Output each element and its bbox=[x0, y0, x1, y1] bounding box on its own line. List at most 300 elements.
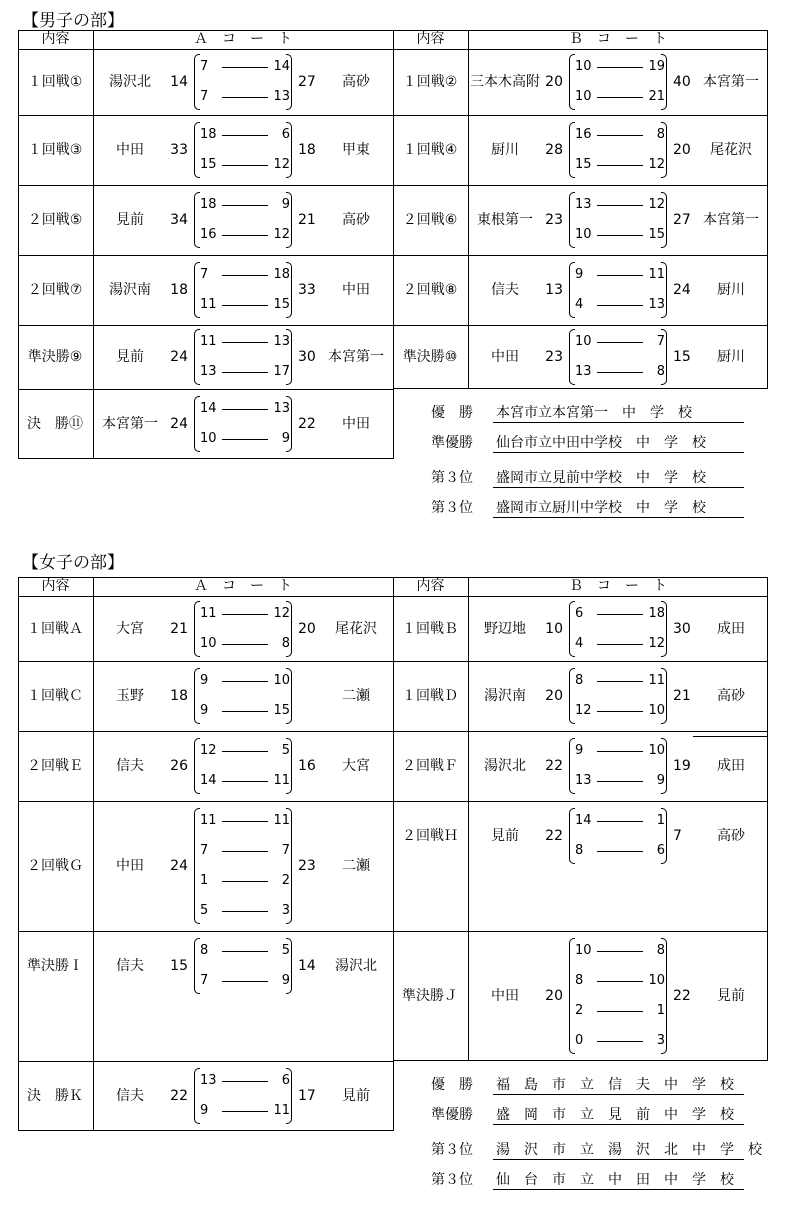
set-connector-line bbox=[222, 911, 268, 912]
score-left: 20 bbox=[545, 74, 563, 90]
team-right: 高砂 bbox=[717, 688, 745, 704]
score-right: 23 bbox=[298, 858, 316, 874]
set-score-row bbox=[200, 333, 290, 351]
set-score-right: 11 bbox=[273, 773, 290, 788]
set-score-left: 10 bbox=[575, 334, 592, 349]
result-school: 盛 岡 市 立 見 前 中 学 校 bbox=[496, 1107, 734, 1123]
row-border bbox=[18, 115, 768, 116]
row-border bbox=[18, 255, 768, 256]
set-score-row bbox=[200, 812, 290, 830]
set-connector-line bbox=[222, 305, 268, 306]
team-right: 尾花沢 bbox=[710, 142, 752, 158]
score-left: 24 bbox=[170, 349, 188, 365]
team-right: 湯沢北 bbox=[335, 958, 377, 974]
score-left: 22 bbox=[545, 828, 563, 844]
set-score-left: 9 bbox=[200, 1103, 209, 1118]
score-right: 40 bbox=[673, 74, 691, 90]
score-left: 24 bbox=[170, 858, 188, 874]
result-school: 盛岡市立見前中学校 中 学 校 bbox=[496, 470, 706, 486]
set-connector-line bbox=[222, 881, 268, 882]
result-school: 仙台市立中田中学校 中 学 校 bbox=[496, 435, 706, 451]
set-score-left: 10 bbox=[575, 943, 592, 958]
set-connector-line bbox=[222, 342, 268, 343]
set-score-row bbox=[575, 1032, 665, 1050]
result-school: 湯 沢 市 立 湯 沢 北 中 学 校 bbox=[496, 1142, 762, 1158]
team-left: 湯沢南 bbox=[109, 282, 151, 298]
set-score-left: 4 bbox=[575, 635, 584, 651]
header-court-a: Ａ コ ー ト bbox=[194, 578, 292, 594]
team-right: 大宮 bbox=[342, 758, 370, 774]
team-left: 中田 bbox=[116, 858, 144, 874]
team-left: 中田 bbox=[491, 349, 519, 365]
set-score-right: 3 bbox=[281, 903, 290, 918]
team-right: 成田 bbox=[717, 758, 745, 774]
score-left: 13 bbox=[545, 282, 563, 298]
set-score-left: 10 bbox=[200, 635, 217, 651]
set-score-row bbox=[200, 872, 290, 890]
score-left: 22 bbox=[170, 1088, 188, 1104]
team-left: 見前 bbox=[491, 828, 519, 844]
team-left: 野辺地 bbox=[484, 620, 526, 637]
team-left: 中田 bbox=[491, 988, 519, 1004]
row-border bbox=[18, 731, 768, 732]
match-label: 準決勝⑩ bbox=[402, 349, 458, 365]
set-score-right: 8 bbox=[281, 635, 290, 651]
team-left: 三本木高附 bbox=[470, 74, 540, 90]
team-left: 湯沢北 bbox=[484, 758, 526, 774]
team-right: 高砂 bbox=[342, 212, 370, 228]
set-score-right: 9 bbox=[281, 973, 290, 988]
col-divider bbox=[93, 30, 94, 459]
set-score-left: 10 bbox=[575, 89, 592, 104]
set-score-right: 10 bbox=[273, 673, 290, 688]
set-score-right: 14 bbox=[273, 59, 290, 74]
set-score-row bbox=[200, 400, 290, 418]
match-label: 決 勝Ｋ bbox=[27, 1088, 83, 1104]
set-connector-line bbox=[222, 821, 268, 822]
match-label: 準決勝Ｊ bbox=[402, 988, 458, 1004]
set-score-row bbox=[575, 58, 665, 76]
score-right: 15 bbox=[673, 349, 691, 365]
set-connector-line bbox=[597, 372, 643, 373]
row-border bbox=[18, 325, 768, 326]
set-connector-line bbox=[222, 275, 268, 276]
set-score-right: 13 bbox=[273, 401, 290, 416]
header-naiyou-b: 内容 bbox=[416, 578, 445, 594]
match-label: １回戦Ａ bbox=[27, 620, 83, 637]
set-score-row bbox=[200, 772, 290, 790]
result-underline bbox=[493, 1159, 744, 1160]
set-score-left: 1 bbox=[200, 873, 209, 888]
score-right: 7 bbox=[673, 828, 682, 844]
set-score-right: 9 bbox=[656, 773, 665, 788]
score-left: 28 bbox=[545, 142, 563, 158]
set-connector-line bbox=[222, 711, 268, 712]
result-underline bbox=[493, 487, 744, 488]
team-right: 甲東 bbox=[342, 142, 370, 158]
team-right: 二瀬 bbox=[342, 858, 370, 874]
set-score-right: 11 bbox=[273, 1103, 290, 1118]
header-naiyou-b: 内容 bbox=[416, 31, 445, 47]
score-right: 19 bbox=[673, 758, 691, 774]
set-score-left: 9 bbox=[200, 673, 209, 688]
set-connector-line bbox=[222, 851, 268, 852]
result-school: 仙 台 市 立 中 田 中 学 校 bbox=[496, 1172, 734, 1188]
match-label: １回戦③ bbox=[27, 142, 83, 158]
set-score-left: 15 bbox=[575, 157, 592, 172]
set-score-left: 18 bbox=[200, 127, 217, 142]
header-court-b: Ｂ コ ー ト bbox=[569, 578, 667, 594]
set-score-right: 1 bbox=[656, 1003, 665, 1018]
team-right: 本宮第一 bbox=[328, 349, 384, 365]
stray-line bbox=[693, 736, 768, 737]
team-left: 中田 bbox=[116, 142, 144, 158]
set-score-left: 13 bbox=[575, 197, 592, 212]
set-score-row bbox=[575, 1002, 665, 1020]
match-label: ２回戦⑤ bbox=[27, 212, 83, 228]
set-score-right: 13 bbox=[648, 297, 665, 312]
score-right: 20 bbox=[673, 142, 691, 158]
set-score-row bbox=[200, 58, 290, 76]
set-score-row bbox=[200, 296, 290, 314]
set-score-row bbox=[200, 742, 290, 760]
score-right: 33 bbox=[298, 282, 316, 298]
set-connector-line bbox=[222, 1081, 268, 1082]
set-score-right: 10 bbox=[648, 743, 665, 758]
set-score-right: 1 bbox=[656, 813, 665, 828]
set-connector-line bbox=[597, 981, 643, 982]
set-connector-line bbox=[222, 781, 268, 782]
set-connector-line bbox=[597, 681, 643, 682]
team-right: 尾花沢 bbox=[335, 620, 377, 637]
set-connector-line bbox=[597, 1011, 643, 1012]
score-right: 21 bbox=[298, 212, 316, 228]
match-label: １回戦② bbox=[402, 74, 458, 90]
team-left: 湯沢北 bbox=[109, 74, 151, 90]
set-score-right: 7 bbox=[656, 334, 665, 349]
section-title-boys: 【男子の部】 bbox=[22, 11, 124, 31]
result-school: 福 島 市 立 信 夫 中 学 校 bbox=[496, 1077, 734, 1093]
set-score-left: 9 bbox=[200, 703, 209, 718]
score-left: 18 bbox=[170, 282, 188, 298]
set-score-right: 8 bbox=[656, 364, 665, 379]
result-school: 盛岡市立厨川中学校 中 学 校 bbox=[496, 500, 706, 516]
row-border bbox=[18, 1061, 393, 1062]
set-score-row bbox=[575, 972, 665, 990]
set-score-left: 9 bbox=[575, 743, 584, 758]
set-score-right: 13 bbox=[273, 89, 290, 104]
score-right: 22 bbox=[298, 416, 316, 432]
score-left: 18 bbox=[170, 688, 188, 704]
match-label: １回戦① bbox=[27, 74, 83, 90]
set-score-row bbox=[200, 842, 290, 860]
set-score-left: 8 bbox=[575, 843, 584, 858]
score-right: 30 bbox=[298, 349, 316, 365]
score-right: 17 bbox=[298, 1088, 316, 1104]
match-label: １回戦④ bbox=[402, 142, 458, 158]
set-score-row bbox=[575, 266, 665, 284]
score-right: 24 bbox=[673, 282, 691, 298]
team-left: 厨川 bbox=[491, 142, 519, 158]
set-score-left: 8 bbox=[575, 673, 584, 688]
header-bottom-border bbox=[18, 49, 768, 50]
team-right: 中田 bbox=[342, 416, 370, 432]
set-score-right: 15 bbox=[273, 703, 290, 718]
set-connector-line bbox=[222, 97, 268, 98]
set-score-left: 7 bbox=[200, 973, 209, 988]
set-score-right: 11 bbox=[648, 267, 665, 282]
set-score-right: 11 bbox=[273, 813, 290, 828]
result-school: 本宮市立本宮第一 中 学 校 bbox=[496, 405, 692, 421]
set-connector-line bbox=[222, 205, 268, 206]
set-connector-line bbox=[597, 951, 643, 952]
set-score-left: 13 bbox=[575, 364, 592, 379]
set-score-left: 7 bbox=[200, 267, 209, 282]
match-label: １回戦Ｃ bbox=[27, 688, 83, 704]
result-underline bbox=[493, 1094, 744, 1095]
set-score-row bbox=[200, 672, 290, 690]
set-score-left: 6 bbox=[575, 605, 584, 621]
set-score-left: 13 bbox=[200, 1073, 217, 1088]
set-connector-line bbox=[222, 614, 268, 615]
set-score-row bbox=[575, 126, 665, 144]
set-connector-line bbox=[597, 165, 643, 166]
set-score-left: 12 bbox=[575, 703, 592, 718]
set-score-right: 2 bbox=[281, 873, 290, 888]
set-score-left: 2 bbox=[575, 1003, 584, 1018]
set-score-right: 11 bbox=[648, 673, 665, 688]
team-left: 信夫 bbox=[116, 1088, 144, 1104]
set-connector-line bbox=[597, 135, 643, 136]
set-score-left: 10 bbox=[575, 59, 592, 74]
match-label: ２回戦Ｆ bbox=[402, 758, 458, 774]
set-score-row bbox=[200, 88, 290, 106]
score-left: 26 bbox=[170, 758, 188, 774]
result-label: 準優勝 bbox=[431, 435, 473, 451]
set-connector-line bbox=[222, 439, 268, 440]
team-left: 大宮 bbox=[116, 620, 144, 637]
set-score-left: 8 bbox=[575, 973, 584, 988]
set-score-row bbox=[200, 430, 290, 448]
set-score-right: 12 bbox=[648, 635, 665, 651]
set-score-right: 6 bbox=[656, 843, 665, 858]
set-score-right: 21 bbox=[648, 89, 665, 104]
team-left: 湯沢南 bbox=[484, 688, 526, 704]
result-underline bbox=[493, 1124, 744, 1125]
match-label: 決 勝⑪ bbox=[27, 416, 83, 432]
set-connector-line bbox=[222, 681, 268, 682]
score-left: 24 bbox=[170, 416, 188, 432]
set-score-row bbox=[200, 605, 290, 623]
set-score-right: 9 bbox=[281, 431, 290, 446]
set-score-right: 18 bbox=[273, 267, 290, 282]
set-score-right: 8 bbox=[656, 127, 665, 142]
team-left: 信夫 bbox=[116, 758, 144, 774]
set-score-right: 12 bbox=[273, 157, 290, 172]
row-border bbox=[18, 185, 768, 186]
set-score-left: 7 bbox=[200, 89, 209, 104]
score-left: 20 bbox=[545, 988, 563, 1004]
set-score-right: 9 bbox=[281, 197, 290, 212]
score-right: 18 bbox=[298, 142, 316, 158]
set-score-left: 11 bbox=[200, 605, 217, 621]
set-score-left: 11 bbox=[200, 334, 217, 349]
score-left: 23 bbox=[545, 212, 563, 228]
set-connector-line bbox=[222, 981, 268, 982]
result-underline bbox=[493, 1189, 744, 1190]
team-right: 本宮第一 bbox=[703, 74, 759, 90]
col-divider bbox=[468, 577, 469, 1061]
set-score-left: 16 bbox=[575, 127, 592, 142]
result-label: 第３位 bbox=[431, 470, 473, 486]
set-score-right: 3 bbox=[656, 1033, 665, 1048]
result-label: 第３位 bbox=[431, 1142, 473, 1158]
team-left: 信夫 bbox=[491, 282, 519, 298]
set-connector-line bbox=[222, 1111, 268, 1112]
set-score-right: 12 bbox=[648, 197, 665, 212]
result-underline bbox=[493, 452, 744, 453]
set-score-right: 13 bbox=[273, 334, 290, 349]
header-court-a: Ａ コ ー ト bbox=[194, 31, 292, 47]
set-score-left: 13 bbox=[200, 364, 217, 379]
set-score-row bbox=[200, 196, 290, 214]
set-score-left: 14 bbox=[575, 813, 592, 828]
section-title-girls: 【女子の部】 bbox=[22, 553, 124, 573]
set-score-row bbox=[200, 1072, 290, 1090]
set-score-right: 12 bbox=[648, 157, 665, 172]
score-right: 16 bbox=[298, 758, 316, 774]
result-label: 優 勝 bbox=[431, 405, 473, 421]
set-score-left: 4 bbox=[575, 297, 584, 312]
set-score-left: 9 bbox=[575, 267, 584, 282]
set-score-row bbox=[575, 702, 665, 720]
row-border bbox=[18, 931, 768, 932]
score-right: 27 bbox=[298, 74, 316, 90]
set-score-left: 15 bbox=[200, 157, 217, 172]
set-score-row bbox=[575, 196, 665, 214]
set-score-left: 10 bbox=[200, 431, 217, 446]
score-left: 10 bbox=[545, 620, 563, 637]
set-score-row bbox=[200, 363, 290, 381]
set-score-right: 15 bbox=[648, 227, 665, 242]
set-connector-line bbox=[222, 235, 268, 236]
set-connector-line bbox=[222, 644, 268, 645]
set-score-row bbox=[200, 266, 290, 284]
set-score-left: 8 bbox=[200, 943, 209, 958]
score-right: 14 bbox=[298, 958, 316, 974]
set-score-left: 5 bbox=[200, 903, 209, 918]
score-left: 14 bbox=[170, 74, 188, 90]
set-score-right: 15 bbox=[273, 297, 290, 312]
set-score-left: 7 bbox=[200, 59, 209, 74]
header-bottom-border bbox=[18, 596, 768, 597]
match-label: ２回戦Ｅ bbox=[27, 758, 83, 774]
set-score-left: 14 bbox=[200, 773, 217, 788]
score-right: 27 bbox=[673, 212, 691, 228]
team-right: 高砂 bbox=[717, 828, 745, 844]
set-score-row bbox=[200, 156, 290, 174]
set-connector-line bbox=[222, 951, 268, 952]
set-score-row bbox=[575, 226, 665, 244]
match-label: 準決勝Ｉ bbox=[27, 958, 83, 974]
score-right: 22 bbox=[673, 988, 691, 1004]
set-score-row bbox=[575, 363, 665, 381]
team-left: 見前 bbox=[116, 349, 144, 365]
set-connector-line bbox=[222, 135, 268, 136]
set-connector-line bbox=[222, 409, 268, 410]
set-score-right: 6 bbox=[281, 1073, 290, 1088]
result-underline bbox=[493, 517, 744, 518]
set-score-left: 0 bbox=[575, 1033, 584, 1048]
score-left: 34 bbox=[170, 212, 188, 228]
set-score-row bbox=[575, 812, 665, 830]
team-right: 見前 bbox=[717, 988, 745, 1004]
row-border bbox=[18, 661, 768, 662]
set-connector-line bbox=[597, 851, 643, 852]
set-score-row bbox=[575, 635, 665, 653]
score-left: 23 bbox=[545, 349, 563, 365]
team-right: 厨川 bbox=[717, 282, 745, 298]
row-border bbox=[18, 801, 768, 802]
match-label: ２回戦Ｈ bbox=[402, 828, 458, 844]
set-score-left: 13 bbox=[575, 773, 592, 788]
set-score-right: 10 bbox=[648, 973, 665, 988]
set-connector-line bbox=[222, 165, 268, 166]
set-connector-line bbox=[597, 97, 643, 98]
set-connector-line bbox=[222, 751, 268, 752]
score-left: 21 bbox=[170, 620, 188, 637]
set-connector-line bbox=[597, 342, 643, 343]
match-label: ２回戦Ｇ bbox=[27, 858, 83, 874]
team-right: 成田 bbox=[717, 620, 745, 637]
match-label: ２回戦⑧ bbox=[402, 282, 458, 298]
set-score-right: 18 bbox=[648, 605, 665, 621]
score-left: 20 bbox=[545, 688, 563, 704]
set-score-row bbox=[575, 156, 665, 174]
set-score-right: 7 bbox=[281, 843, 290, 858]
team-left: 本宮第一 bbox=[102, 416, 158, 432]
team-right: 高砂 bbox=[342, 74, 370, 90]
set-score-row bbox=[200, 942, 290, 960]
team-left: 見前 bbox=[116, 212, 144, 228]
set-score-left: 7 bbox=[200, 843, 209, 858]
team-right: 中田 bbox=[342, 282, 370, 298]
set-connector-line bbox=[597, 1041, 643, 1042]
team-right: 見前 bbox=[342, 1088, 370, 1104]
result-underline bbox=[493, 422, 744, 423]
set-score-right: 10 bbox=[648, 703, 665, 718]
set-connector-line bbox=[597, 67, 643, 68]
set-score-right: 17 bbox=[273, 364, 290, 379]
set-score-right: 12 bbox=[273, 227, 290, 242]
match-label: １回戦Ｂ bbox=[402, 620, 458, 637]
set-score-row bbox=[200, 972, 290, 990]
set-score-row bbox=[575, 842, 665, 860]
match-label: ２回戦⑦ bbox=[27, 282, 83, 298]
set-score-right: 6 bbox=[281, 127, 290, 142]
team-right: 厨川 bbox=[717, 349, 745, 365]
set-score-row bbox=[575, 605, 665, 623]
result-label: 第３位 bbox=[431, 1172, 473, 1188]
set-score-left: 11 bbox=[200, 297, 217, 312]
set-score-right: 5 bbox=[281, 943, 290, 958]
score-right: 20 bbox=[298, 620, 316, 637]
set-score-row bbox=[575, 88, 665, 106]
set-score-row bbox=[575, 672, 665, 690]
team-left: 玉野 bbox=[116, 688, 144, 704]
set-score-row bbox=[200, 702, 290, 720]
set-score-right: 19 bbox=[648, 59, 665, 74]
